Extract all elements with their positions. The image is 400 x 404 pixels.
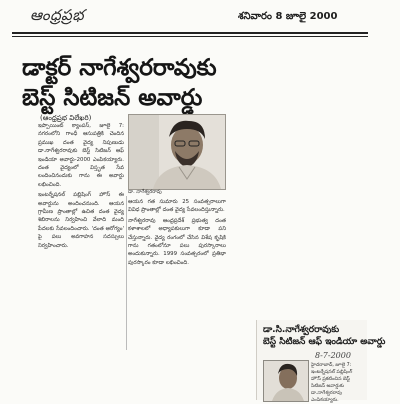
secondary-article-text: హైదరాబాద్, జూలై 7: ఇంటర్నేషనల్ పబ్లిషింగ్ హౌస్ ప్రకటించిన బెస్ట్ సిటిజన్ అవార్డుకు డా.నాగేశ్వరరావు ఎంపికయ్యారు. [311,363,353,403]
article-left-column [38,122,124,370]
column-divider [126,196,127,350]
photo-caption: డా. నాగేశ్వరరావు [128,189,162,195]
article-right-column [128,198,226,350]
byline: (ఆంధ్రప్రభ విలేఖరి) [40,114,92,122]
headline-line-2: బెస్ట్ సిటిజన్ అవార్డు [22,85,203,111]
article-paragraph: ఇప్పాయింట్ క్యాంపస్, జూలై 7: నగరంలోని గాంధీ ఆసుపత్రికి చెందిన ప్రముఖ దంత వైద్య నిపుణుడు డా.నాగేశ్వరరావుకు బెస్ట్ సిటిజన్ ఆఫ్ ఇండియా అవార్డు-2000 ఎంపికయ్యారు. దంత వైద్యంలో విస్తృత సేవ లందించినందుకు గాను ఈ అవార్డు లభించింది. [38,123,124,188]
headline-line-1: డాక్టర్ నాగేశ్వరరావుకు [22,55,217,81]
masthead-rule [12,32,368,34]
article-paragraph: నాగేశ్వరరావు ఆంధ్రప్రదేశ్ ప్రభుత్వ దంత కళాశాలలో అధ్యాపకులుగా కూడా పని చేస్తున్నారు. వైద్య రంగంలో చేసిన విశేష కృషికి గాను గతంలోనూ పలు పురస్కారాలు అందుకున్నారు. 1999 సంవత్సరంలో ప్రతిభా పురస్కారం కూడా లభించింది. [128,217,226,266]
article-paragraph: ఇంటర్నేషనల్ పబ్లిషింగ్ హౌస్ ఈ అవార్డును అందించనుంది. ఆయన గ్రామీణ ప్రాంతాల్లో ఉచిత దంత వైద్య శిబిరాలను నిర్వహించి వేలాది మంది పేదలకు సేవలందించారు. 'దంత ఆరోగ్యం' పై పలు అవగాహన సదస్సులు నిర్వహించారు. [38,192,124,249]
secondary-headline-line-1: డా.సి.నాగేశ్వరరావుకు [263,325,340,335]
secondary-portrait-photo [263,360,309,402]
article-paragraph: ఆయన గత సుమారు 25 సంవత్సరాలుగా వివిధ ప్రాంతాల్లో దంత వైద్య సేవలందిస్తున్నారు. [128,199,226,214]
masthead: ఆంధ్రప్రభ [30,6,85,24]
handwritten-date: 8-7-2000 [315,351,351,360]
portrait-photo [128,114,226,190]
masthead-rule-thin [12,36,368,37]
secondary-headline-line-2: బెస్ట్ సిటిజన్ ఆఫ్ ఇండియా అవార్డు [263,337,386,347]
secondary-clipping [256,320,386,403]
dateline: శనివారం 8 జూలై 2000 [238,11,338,22]
